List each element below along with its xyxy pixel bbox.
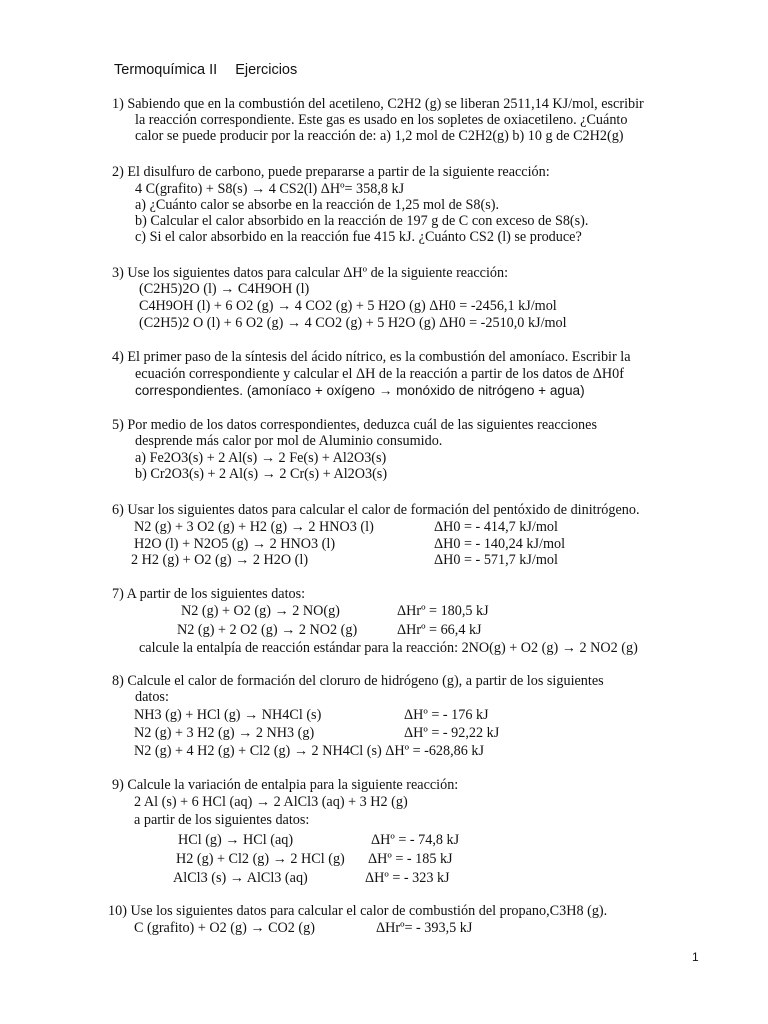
text-line: ΔHº = - 92,22 kJ [404,725,500,741]
text-line: ΔH0 = - 414,7 kJ/mol [434,519,558,535]
text-line: 1) Sabiendo que en la combustión del acetileno, C2H2 (g) se liberan 2511,14 KJ/mol, escribir [112,96,644,112]
text-line: a) ¿Cuánto calor se absorbe en la reacción de 1,25 mol de S8(s). [135,197,500,213]
text-line: H2 (g) + Cl2 (g) → 2 HCl (g) [176,851,345,867]
text-line: AlCl3 (s) → AlCl3 (aq) [173,870,308,886]
text-line: ΔHº = - 185 kJ [368,851,453,867]
text-line: calcule la entalpía de reacción estándar para la reacción: 2NO(g) + O2 (g) → 2 NO2 (g) [139,640,638,656]
text-line: c) Si el calor absorbido en la reacción fue 415 kJ. ¿Cuánto CS2 (l) se produce? [135,229,582,245]
document-title: Termoquímica II [114,62,218,78]
text-line: C4H9OH (l) + 6 O2 (g) → 4 CO2 (g) + 5 H2O (g) ΔH0 = -2456,1 kJ/mol [139,298,557,314]
text-line: ΔH0 = - 571,7 kJ/mol [434,552,558,568]
text-line: N2 (g) + 3 O2 (g) + H2 (g) → 2 HNO3 (l) [134,519,374,535]
text-line: H2O (l) + N2O5 (g) → 2 HNO3 (l) [134,536,336,552]
text-line: HCl (g) → HCl (aq) [178,832,294,848]
text-line: datos: [135,689,169,705]
text-line: C (grafito) + O2 (g) → CO2 (g) [134,920,315,936]
text-line: 6) Usar los siguientes datos para calcular el calor de formación del pentóxido de dinitrógeno. [112,502,640,518]
text-line: N2 (g) + 2 O2 (g) → 2 NO2 (g) [177,622,358,638]
text-line: ΔHrº = 66,4 kJ [397,622,482,638]
document-header [114,62,297,78]
text-line: desprende más calor por mol de Aluminio consumido. [135,433,443,449]
text-line: N2 (g) + 3 H2 (g) → 2 NH3 (g) [134,725,315,741]
text-line: 4 C(grafito) + S8(s) → 4 CS2(l) ΔHº= 358,8 kJ [135,181,405,197]
text-line: a partir de los siguientes datos: [134,812,310,828]
text-line: (C2H5)2O (l) → C4H9OH (l) [139,281,310,297]
text-line: N2 (g) + O2 (g) → 2 NO(g) [181,603,340,619]
text-line: ΔH0 = - 140,24 kJ/mol [434,536,566,552]
text-line: ecuación correspondiente y calcular el ΔH de la reacción a partir de los datos de ΔH0f [135,366,624,382]
text-line: b) Cr2O3(s) + 2 Al(s) → 2 Cr(s) + Al2O3(s) [135,466,388,482]
text-line: 7) A partir de los siguientes datos: [112,586,306,602]
text-line: N2 (g) + 4 H2 (g) + Cl2 (g) → 2 NH4Cl (s) ΔHº = -628,86 kJ [134,743,485,759]
text-line: calor se puede producir por la reacción de: a) 1,2 mol de C2H2(g) b) 10 g de C2H2(g) [135,128,624,144]
text-line: ΔHrº = 180,5 kJ [397,603,489,619]
text-line: b) Calcular el calor absorbido en la reacción de 197 g de C con exceso de S8(s). [135,213,589,229]
text-line: ΔHrº= - 393,5 kJ [376,920,473,936]
text-line: 10) Use los siguientes datos para calcular el calor de combustión del propano,C3H8 (g). [108,903,608,919]
text-line: 3) Use los siguientes datos para calcular ΔHº de la siguiente reacción: [112,265,509,281]
text-line: a) Fe2O3(s) + 2 Al(s) → 2 Fe(s) + Al2O3(s) [135,450,387,466]
text-line: ΔHº = - 323 kJ [365,870,450,886]
text-line: (C2H5)2 O (l) + 6 O2 (g) → 4 CO2 (g) + 5 H2O (g) ΔH0 = -2510,0 kJ/mol [139,315,567,331]
text-line: 2 H2 (g) + O2 (g) → 2 H2O (l) [131,552,309,568]
text-line: correspondientes. (amoníaco + oxígeno → monóxido de nitrógeno + agua) [135,383,585,398]
page-number: 1 [692,950,699,964]
document-subtitle: Ejercicios [235,62,298,78]
text-line: 8) Calcule el calor de formación del cloruro de hidrógeno (g), a partir de los siguientes [112,673,604,689]
text-line: NH3 (g) + HCl (g) → NH4Cl (s) [134,707,322,723]
text-line: ΔHº = - 176 kJ [404,707,489,723]
text-line: ΔHº = - 74,8 kJ [371,832,460,848]
text-line: 2 Al (s) + 6 HCl (aq) → 2 AlCl3 (aq) + 3 H2 (g) [134,794,408,810]
text-line: 2) El disulfuro de carbono, puede prepararse a partir de la siguiente reacción: [112,164,550,180]
text-line: 9) Calcule la variación de entalpia para la siguiente reacción: [112,777,459,793]
text-line: la reacción correspondiente. Este gas es usado en los sopletes de oxiacetileno. ¿Cuánto [135,112,628,128]
text-line: 4) El primer paso de la síntesis del ácido nítrico, es la combustión del amoníaco. Escribir la [112,349,631,365]
text-line: 5) Por medio de los datos correspondientes, deduzca cuál de las siguientes reacciones [112,417,597,433]
